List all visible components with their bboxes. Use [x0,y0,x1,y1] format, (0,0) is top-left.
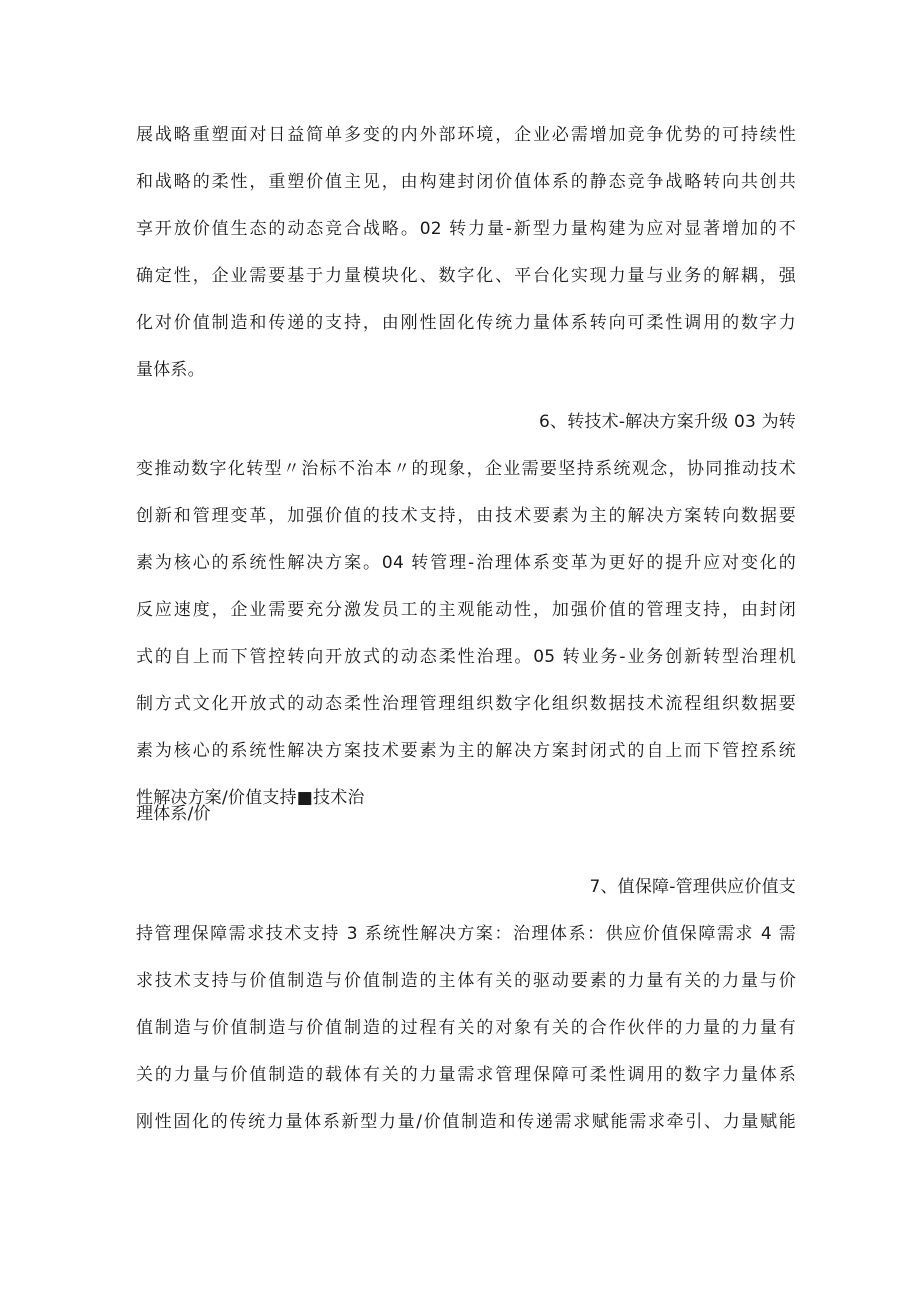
text-line: 量体系。 [136,360,205,380]
text-line: 素为核心的系统性解决方案。04 转管理-治理体系变革为更好的提升应对变化的 [136,553,796,573]
text-line: 展战略重塑面对日益简单多变的内外部环境，企业必需增加竞争优势的可持续性 [136,125,796,145]
text-line: 享开放价值生态的动态竞合战略。02 转力量-新型力量构建为应对显著增加的不 [136,219,796,239]
text-line: 确定性，企业需要基于力量模块化、数字化、平台化实现力量与业务的解耦，强 [136,266,796,286]
paragraph-fragment [136,801,796,828]
text-line: 刚性固化的传统力量体系新型力量/价值制造和传递需求赋能需求牵引、力量赋能 [136,1112,796,1132]
text-line: 值制造与价值制造与价值制造的过程有关的对象有关的合作伙伴的力量的力量有 [136,1018,796,1038]
text-line: 关的力量与价值制造的载体有关的力量需求管理保障可柔性调用的数字力量体系 [136,1065,796,1085]
text-line: 制方式文化开放式的动态柔性治理管理组织数字化组织数据技术流程组织数据要 [136,694,796,714]
text-line: 持管理保障需求技术支持 3 系统性解决方案：治理体系：供应价值保障需求 4 需 [136,924,796,944]
text-line: 创新和管理变革，加强价值的技术支持，由技术要素为主的解决方案转向数据要 [136,506,796,526]
text-line: 变推动数字化转型〃治标不治本〃的现象，企业需要坚持系统观念，协同推动技术 [136,459,796,479]
text-line: 式的自上而下管控转向开放式的动态柔性治理。05 转业务-业务创新转型治理机 [136,647,796,667]
section-heading-6: 6、转技术-解决方案升级 03 为转 [539,412,796,432]
text-line: 反应速度，企业需要充分激发员工的主观能动性，加强价值的管理支持，由封闭 [136,600,796,620]
section-heading-7: 7、值保障-管理供应价值支 [589,877,796,897]
paragraph-strategy-capability [136,112,796,394]
text-line: 和战略的柔性，重塑价值主见，由构建封闭价值体系的静态竞争战略转向共创共 [136,172,796,192]
text-line: 素为核心的系统性解决方案技术要素为主的解决方案封闭式的自上而下管控系统 [136,741,796,761]
text-line: 性解决方案/价值支持■技术治 [136,788,365,808]
paragraph-technology-management [136,399,796,822]
text-line: 求技术支持与价值制造与价值制造的主体有关的驱动要素的力量有关的力量与价 [136,971,796,991]
paragraph-value-guarantee [136,864,796,1146]
text-line: 理体系/价 [136,804,211,824]
text-line: 化对价值制造和传递的支持，由刚性固化传统力量体系转向可柔性调用的数字力 [136,313,796,333]
